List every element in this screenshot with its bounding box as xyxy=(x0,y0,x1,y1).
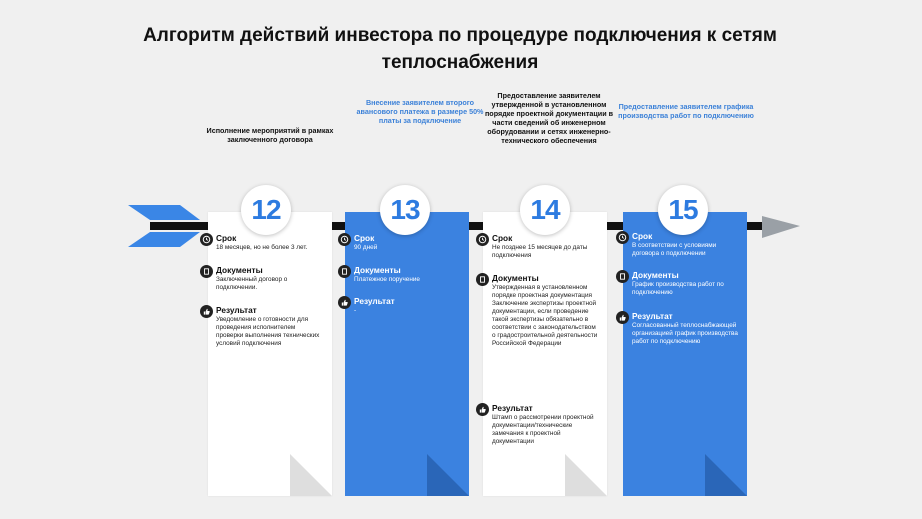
clock-icon xyxy=(476,233,489,246)
docs-label: Документы xyxy=(354,265,401,275)
step-13-header: Внесение заявителем второго авансового платежа в размере 50% платы за подключение xyxy=(356,98,484,125)
step-14-header: Предоставление заявителем утвержденной в установленном порядке проектной документации в части сведений об инженерном оборудовании и сетях инженерно-технического обеспечения xyxy=(484,91,614,145)
step-13-number: 13 xyxy=(380,185,430,235)
clock-icon xyxy=(200,233,213,246)
clock-icon xyxy=(616,231,629,244)
step-15-number: 15 xyxy=(658,185,708,235)
result-label: Результат xyxy=(354,296,395,306)
docs-text: Заключенный договор о подключении. xyxy=(216,276,288,291)
arrow-head xyxy=(762,216,800,238)
document-icon xyxy=(200,265,213,278)
term-text: В соответствии с условиями договора о подключении xyxy=(632,242,717,257)
term-label: Срок xyxy=(632,231,653,241)
page-curl xyxy=(705,454,747,496)
thumbs-up-icon xyxy=(338,296,351,309)
docs-text: Платежное поручение xyxy=(354,276,420,283)
clock-icon xyxy=(338,233,351,246)
step-12-number: 12 xyxy=(241,185,291,235)
page-curl xyxy=(427,454,469,496)
docs-text: Утвержденная в установленном порядке проектная документация Заключение экспертизы проектной документации, если проведение такой экспертизы обязательно в соответствии с законодательством о градостроительной деятельности Российской Федерации xyxy=(492,284,598,347)
result-text: Штамп о рассмотрении проектной документации/технические замечания к проектной документации xyxy=(492,414,594,445)
term-label: Срок xyxy=(216,233,237,243)
term-text: 18 месяцев, но не более 3 лет. xyxy=(216,244,308,251)
docs-label: Документы xyxy=(216,265,263,275)
result-text: Согласованный теплоснабжающей организацией график производства работ по подключению xyxy=(632,322,738,345)
document-icon xyxy=(476,273,489,286)
docs-label: Документы xyxy=(632,270,679,280)
docs-label: Документы xyxy=(492,273,539,283)
term-text: 90 дней xyxy=(354,244,378,251)
result-text: Уведомление о готовности для проведения исполнителем проверки выполнения технических условий подключения xyxy=(216,316,320,347)
document-icon xyxy=(616,270,629,283)
term-text: Не позднее 15 месяцев до даты подключения xyxy=(492,244,588,259)
result-label: Результат xyxy=(216,305,257,315)
result-label: Результат xyxy=(492,403,533,413)
step-12-header: Исполнение мероприятий в рамках заключенного договора xyxy=(206,126,334,144)
document-icon xyxy=(338,265,351,278)
thumbs-up-icon xyxy=(616,311,629,324)
docs-text: График производства работ по подключению xyxy=(632,281,724,296)
step-14-number: 14 xyxy=(520,185,570,235)
term-label: Срок xyxy=(492,233,513,243)
step-13-card xyxy=(345,212,469,496)
result-text: - xyxy=(354,307,357,314)
page-curl xyxy=(290,454,332,496)
term-label: Срок xyxy=(354,233,375,243)
thumbs-up-icon xyxy=(200,305,213,318)
page-title: Алгоритм действий инвестора по процедуре подключения к сетям теплоснабжения xyxy=(143,25,777,73)
arrow-feather-top xyxy=(128,205,200,220)
arrow-feather-bottom xyxy=(128,232,200,247)
result-label: Результат xyxy=(632,311,673,321)
step-12-card xyxy=(208,212,332,496)
step-15-header: Предоставление заявителем графика производства работ по подключению xyxy=(618,102,754,120)
page-curl xyxy=(565,454,607,496)
thumbs-up-icon xyxy=(476,403,489,416)
